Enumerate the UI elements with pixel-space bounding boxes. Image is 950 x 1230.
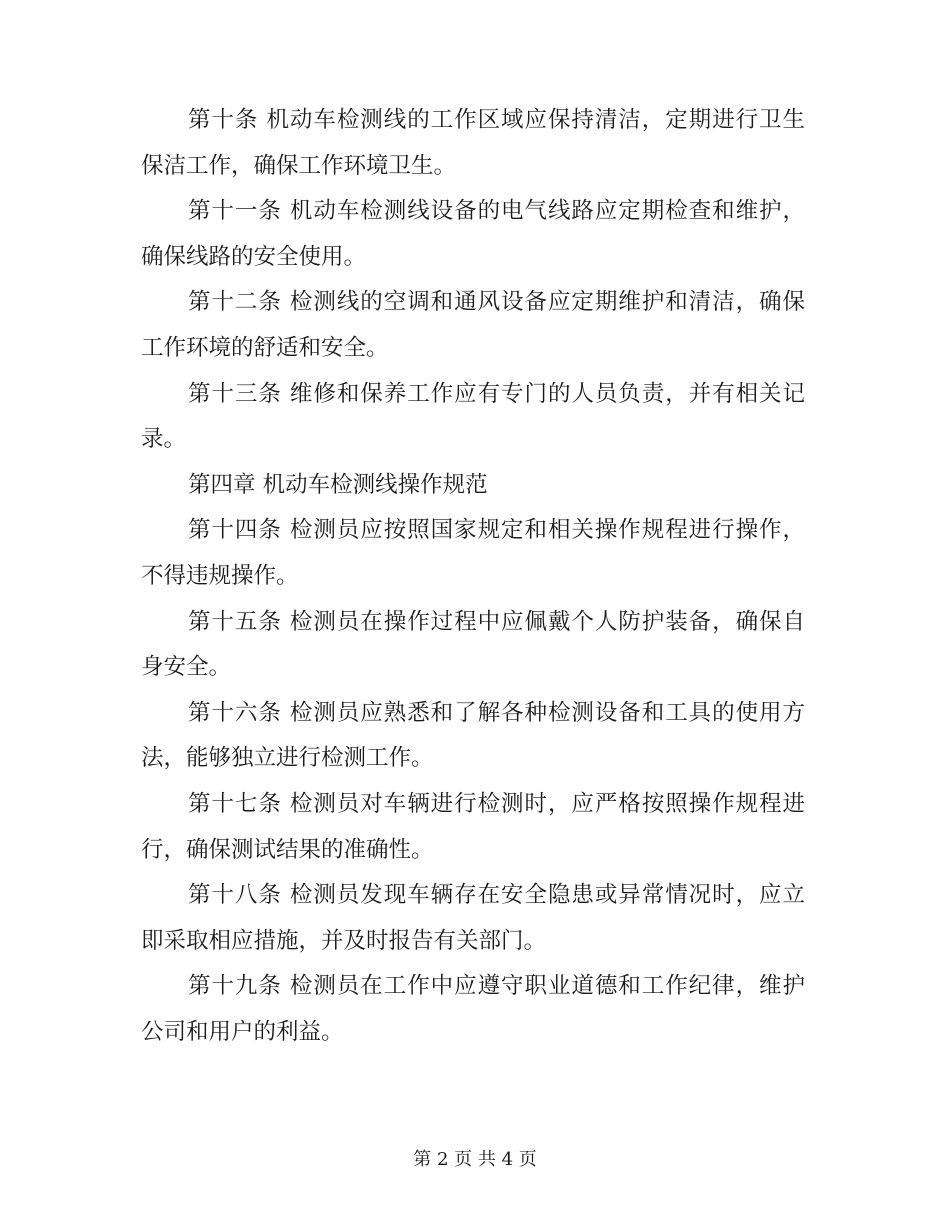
chapter-heading [141, 463, 805, 509]
text-line: 第十四条 检测员应按照国家规定和相关操作规程进行操作， [188, 517, 805, 544]
text-line: 第十五条 检测员在操作过程中应佩戴个人防护装备，确保自 [188, 608, 805, 635]
text-line: 工作环境的舒适和安全。 [141, 334, 389, 361]
text-line: 法，能够独立进行检测工作。 [141, 745, 434, 772]
text-line: 确保线路的安全使用。 [141, 243, 367, 270]
article-paragraph [141, 782, 805, 873]
text-line: 即采取相应措施，并及时报告有关部门。 [141, 927, 547, 954]
document-body [141, 98, 805, 1055]
article-paragraph [141, 280, 805, 371]
article-paragraph [141, 98, 805, 189]
page-footer: 第 2 页 共 4 页 [413, 1149, 537, 1170]
text-line: 第十三条 维修和保养工作应有专门的人员负责，并有相关记 [188, 380, 805, 407]
text-line: 身安全。 [141, 654, 232, 681]
article-paragraph [141, 964, 805, 1055]
article-paragraph [141, 508, 805, 599]
article-paragraph [141, 372, 805, 463]
text-line: 第十二条 检测线的空调和通风设备应定期维护和清洁，确保 [188, 289, 805, 316]
article-paragraph [141, 873, 805, 964]
text-line: 行，确保测试结果的准确性。 [141, 836, 434, 863]
text-line: 第十一条 机动车检测线设备的电气线路应定期检查和维护， [188, 198, 805, 225]
text-line: 第四章 机动车检测线操作规范 [188, 471, 488, 498]
article-paragraph [141, 691, 805, 782]
text-line: 保洁工作，确保工作环境卫生。 [141, 152, 457, 179]
text-line: 第十九条 检测员在工作中应遵守职业道德和工作纪律，维护 [188, 973, 805, 1000]
text-line: 录。 [141, 426, 187, 453]
text-line: 第十七条 检测员对车辆进行检测时，应严格按照操作规程进 [188, 790, 805, 817]
text-line: 第十六条 检测员应熟悉和了解各种检测设备和工具的使用方 [188, 699, 805, 726]
text-line: 第十八条 检测员发现车辆存在安全隐患或异常情况时，应立 [188, 882, 805, 909]
article-paragraph [141, 189, 805, 280]
text-line: 公司和用户的利益。 [141, 1018, 344, 1045]
text-line: 第十条 机动车检测线的工作区域应保持清洁，定期进行卫生 [188, 107, 805, 133]
article-paragraph [141, 600, 805, 691]
text-line: 不得违规操作。 [141, 562, 299, 589]
